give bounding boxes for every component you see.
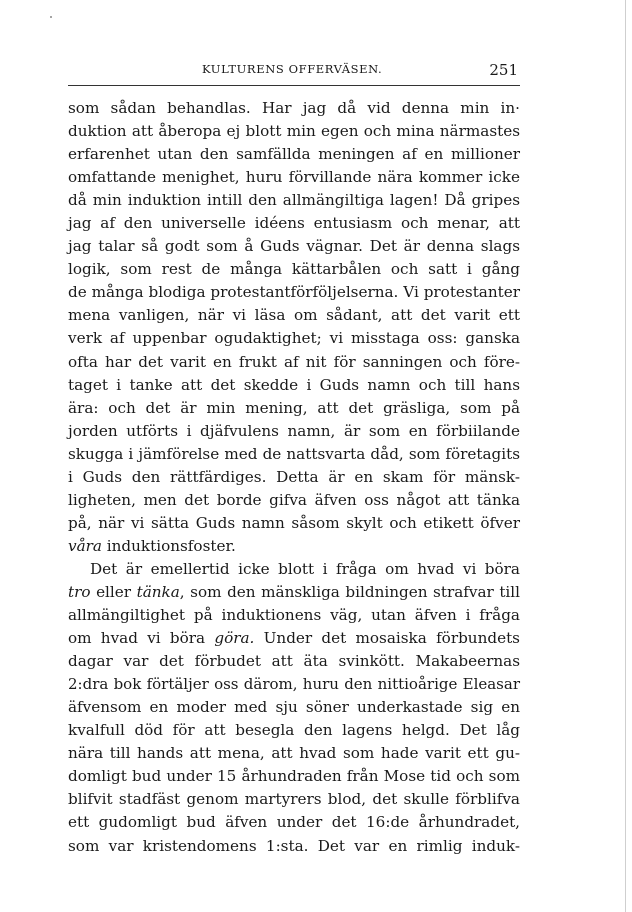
text-line: ära: och det är min mening, att det gräsliga, som på: [68, 398, 520, 417]
page-header: [68, 62, 518, 82]
italic-word: tro: [68, 582, 91, 601]
text-run: induktionsfoster.: [101, 536, 236, 555]
text-line: [68, 581, 520, 604]
text-line: dagar var det förbudet att äta svinkött. Makabeernas: [68, 652, 520, 671]
text-line: de många blodiga protestantförföljelserna. Vi protestanter: [68, 283, 520, 302]
text-line: ett gudomligt bud äfven under det 16:de århundradet,: [68, 813, 520, 832]
page-edge: [625, 0, 626, 912]
text-line-paragraph-start: Det är emellertid icke blott i fråga om hvad vi böra: [90, 559, 520, 578]
text-run: Under det mosaiska förbundets: [254, 629, 520, 648]
italic-word: göra.: [214, 629, 255, 648]
text-line: som var kristendomens 1:sta. Det var en rimlig induk-: [68, 836, 520, 855]
text-line: erfarenhet utan den samfällda meningen af en millioner: [68, 145, 520, 164]
text-line: jorden utförts i djäfvulens namn, är som en förbiilande: [68, 421, 520, 440]
body-text: [68, 97, 520, 858]
text-line: omfattande menighet, huru förvillande nära kommer icke: [68, 168, 520, 187]
text-line: verk af uppenbar ogudaktighet; vi misstaga oss: ganska: [68, 329, 520, 348]
running-title: KULTURENS OFFERVÄSEN.: [202, 62, 383, 76]
italic-word: våra: [68, 536, 102, 555]
text-line: då min induktion intill den allmängiltiga lagen! Då gripes: [68, 191, 520, 210]
text-line: ligheten, men det borde gifva äfven oss något att tänka: [68, 490, 520, 509]
page-number: 251: [489, 61, 518, 79]
print-speck: [50, 16, 52, 18]
text-line: på, när vi sätta Guds namn såsom skylt och etikett öfver: [68, 513, 520, 532]
text-line: duktion att åberopa ej blott min egen och mina närmastes: [68, 122, 520, 141]
text-line: jag talar så godt som å Guds vägnar. Det är denna slags: [68, 237, 520, 256]
text-line: kvalfull död för att besegla den lagens helgd. Det låg: [68, 721, 520, 740]
header-rule: [68, 85, 520, 86]
text-line: [68, 627, 520, 650]
text-line: logik, som rest de många kättarbålen och satt i gång: [68, 260, 520, 279]
text-run: , som den mänskliga bildningen strafvar till: [179, 582, 521, 601]
text-line: jag af den universelle idéens entusiasm och menar, att: [68, 214, 520, 233]
text-line: allmängiltighet på induktionens väg, utan äfven i fråga: [68, 606, 520, 625]
text-line: mena vanligen, när vi läsa om sådant, att det varit ett: [68, 306, 520, 325]
text-line: blifvit stadfäst genom martyrers blod, det skulle förblifva: [68, 790, 520, 809]
text-line: taget i tanke att det skedde i Guds namn och till hans: [68, 375, 520, 394]
text-line-paragraph-end: [68, 535, 520, 558]
text-line: äfvensom en moder med sju söner underkastade sig en: [68, 698, 520, 717]
text-line: domligt bud under 15 århundraden från Mose tid och som: [68, 767, 520, 786]
text-line: nära till hands att mena, att hvad som hade varit ett gu-: [68, 744, 520, 763]
text-line: ofta har det varit en frukt af nit för sanningen och före-: [68, 352, 520, 371]
text-line: som sådan behandlas. Har jag då vid denna min in·: [68, 99, 520, 117]
text-run: eller: [90, 582, 137, 601]
text-line: i Guds den rättfärdiges. Detta är en skam för mänsk-: [68, 467, 520, 486]
text-run: om hvad vi böra: [68, 629, 215, 648]
text-line: 2:dra bok förtäljer oss därom, huru den nittioårige Eleasar: [68, 675, 520, 694]
text-line: skugga i jämförelse med de nattsvarta dåd, som företagits: [68, 444, 520, 463]
italic-word: tänka: [136, 582, 180, 601]
